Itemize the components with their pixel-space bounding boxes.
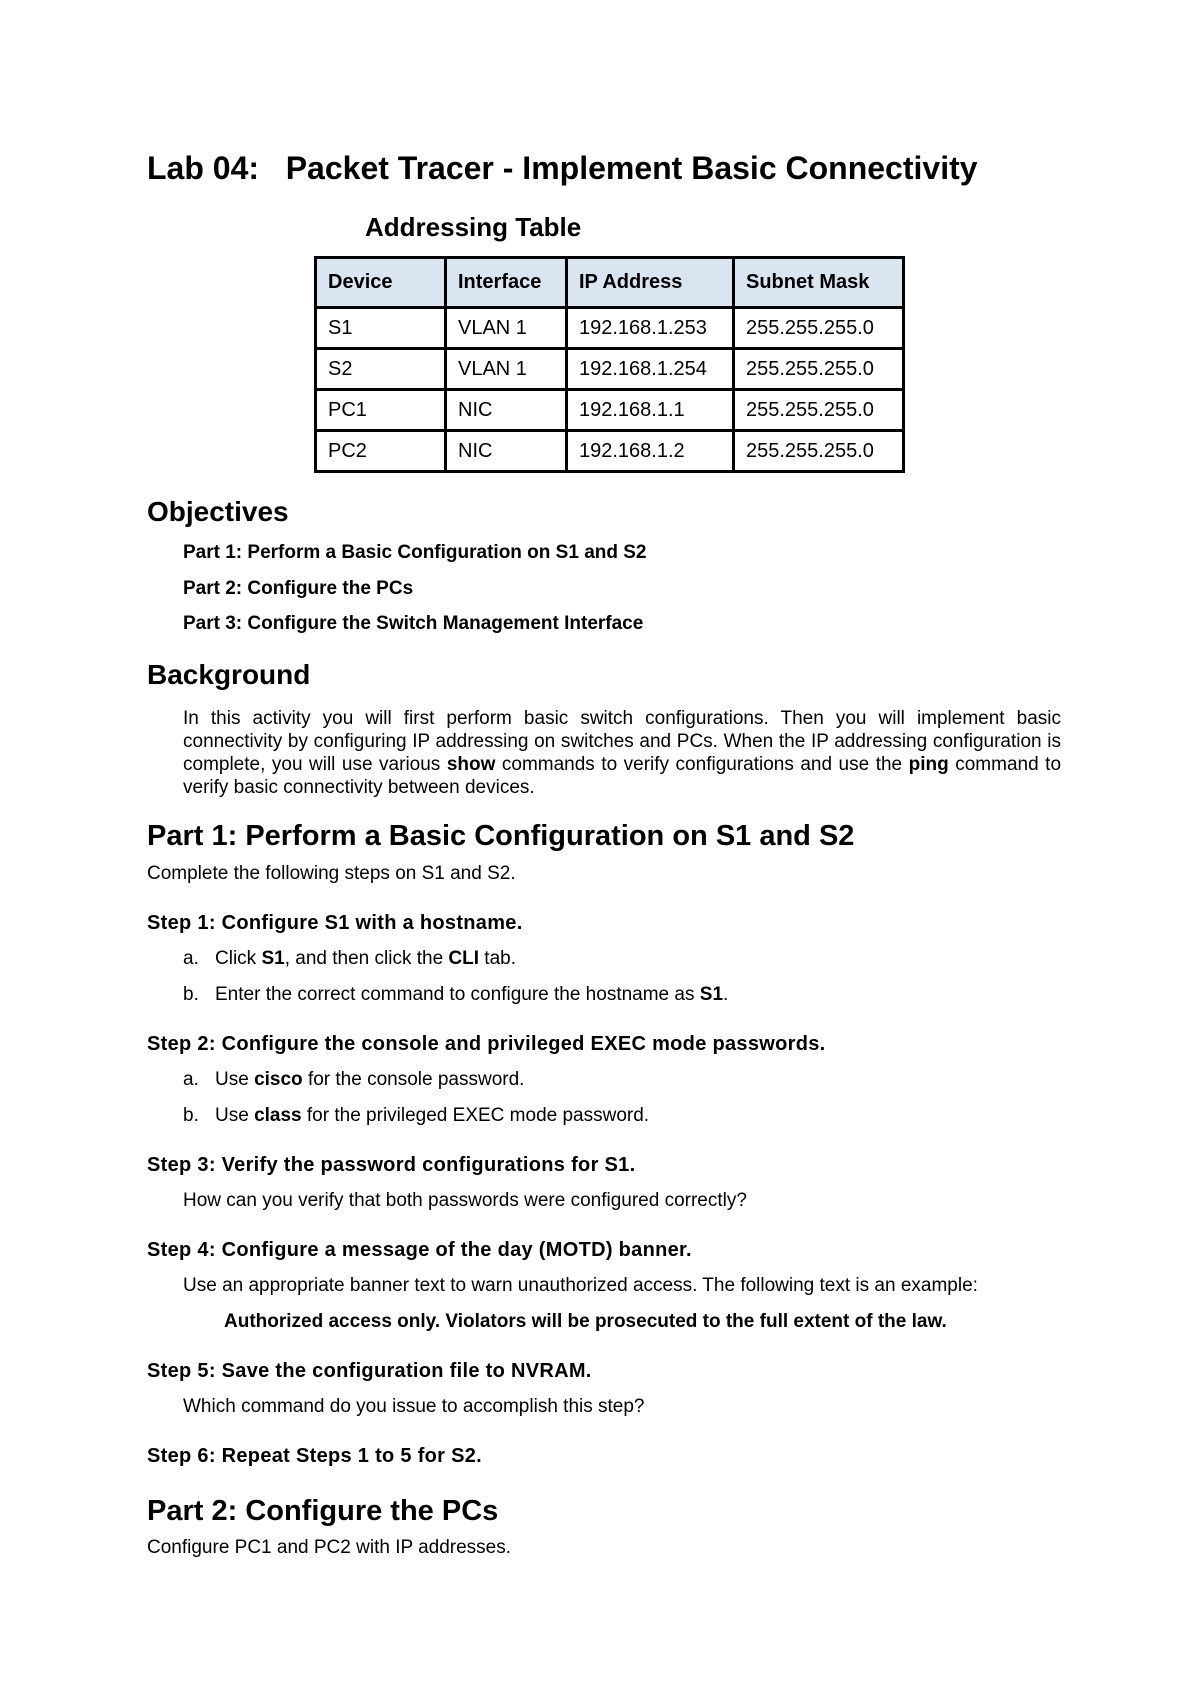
- part1-intro: Complete the following steps on S1 and S2.: [147, 863, 516, 884]
- part1-heading: Part 1: Perform a Basic Configuration on S1 and S2: [147, 820, 855, 852]
- objective-item: Part 2: Configure the PCs: [183, 578, 414, 599]
- part2-intro: Configure PC1 and PC2 with IP addresses.: [147, 1537, 512, 1558]
- table-cell: VLAN 1: [446, 349, 567, 390]
- step1-item-b: b. Enter the correct command to configure the hostname as S1.: [183, 984, 729, 1005]
- table-row: [316, 349, 904, 390]
- page-title: Lab 04: Packet Tracer - Implement Basic Connectivity: [147, 150, 978, 186]
- step4-heading: Step 4: Configure a message of the day (MOTD) banner.: [147, 1239, 692, 1261]
- step1-item-a: a. Click S1, and then click the CLI tab.: [183, 948, 517, 969]
- table-caption: Addressing Table: [365, 212, 582, 242]
- table-cell: 255.255.255.0: [734, 431, 904, 472]
- step3-text: How can you verify that both passwords were configured correctly?: [183, 1190, 747, 1211]
- table-cell: VLAN 1: [446, 308, 567, 349]
- step5-text: Which command do you issue to accomplish this step?: [183, 1396, 645, 1417]
- table-row: [316, 308, 904, 349]
- table-header-row: [316, 258, 904, 308]
- addressing-table: [314, 256, 905, 473]
- table-cell: PC1: [316, 390, 446, 431]
- objectives-heading: Objectives: [147, 496, 289, 527]
- header-cell: Subnet Mask: [734, 258, 904, 308]
- table-cell: S1: [316, 308, 446, 349]
- table-cell: NIC: [446, 431, 567, 472]
- step3-heading: Step 3: Verify the password configurations for S1.: [147, 1154, 636, 1176]
- step1-heading: Step 1: Configure S1 with a hostname.: [147, 912, 523, 934]
- part2-heading: Part 2: Configure the PCs: [147, 1495, 499, 1527]
- background-heading: Background: [147, 659, 311, 690]
- objective-item: Part 1: Perform a Basic Configuration on S1 and S2: [183, 542, 647, 563]
- step2-item-b: b. Use class for the privileged EXEC mode password.: [183, 1105, 650, 1126]
- table-cell: 192.168.1.1: [567, 390, 734, 431]
- table-row: [316, 390, 904, 431]
- step4-text: Use an appropriate banner text to warn unauthorized access. The following text is an example:: [183, 1275, 978, 1296]
- background-paragraph: In this activity you will first perform basic switch configurations. Then you will implement basic connectivity by configuring IP addressing on switches and PCs. When the IP addressing configuration is complete, you will use various show commands to verify configurations and use the ping command to verify basic connectivity between devices.: [183, 708, 1062, 798]
- table-cell: S2: [316, 349, 446, 390]
- table-cell: 255.255.255.0: [734, 390, 904, 431]
- table-cell: 255.255.255.0: [734, 349, 904, 390]
- header-cell: IP Address: [567, 258, 734, 308]
- step2-item-a: a. Use cisco for the console password.: [183, 1069, 525, 1090]
- table-row: [316, 431, 904, 472]
- step6-heading: Step 6: Repeat Steps 1 to 5 for S2.: [147, 1445, 483, 1467]
- table-cell: 192.168.1.2: [567, 431, 734, 472]
- table-cell: NIC: [446, 390, 567, 431]
- table-cell: 192.168.1.253: [567, 308, 734, 349]
- table-cell: 255.255.255.0: [734, 308, 904, 349]
- objective-item: Part 3: Configure the Switch Management Interface: [183, 613, 644, 634]
- table-cell: PC2: [316, 431, 446, 472]
- motd-example: Authorized access only. Violators will be prosecuted to the full extent of the law.: [224, 1311, 947, 1332]
- table-cell: 192.168.1.254: [567, 349, 734, 390]
- header-cell: Interface: [446, 258, 567, 308]
- header-cell: Device: [316, 258, 446, 308]
- step2-heading: Step 2: Configure the console and privileged EXEC mode passwords.: [147, 1033, 826, 1055]
- step5-heading: Step 5: Save the configuration file to NVRAM.: [147, 1360, 592, 1382]
